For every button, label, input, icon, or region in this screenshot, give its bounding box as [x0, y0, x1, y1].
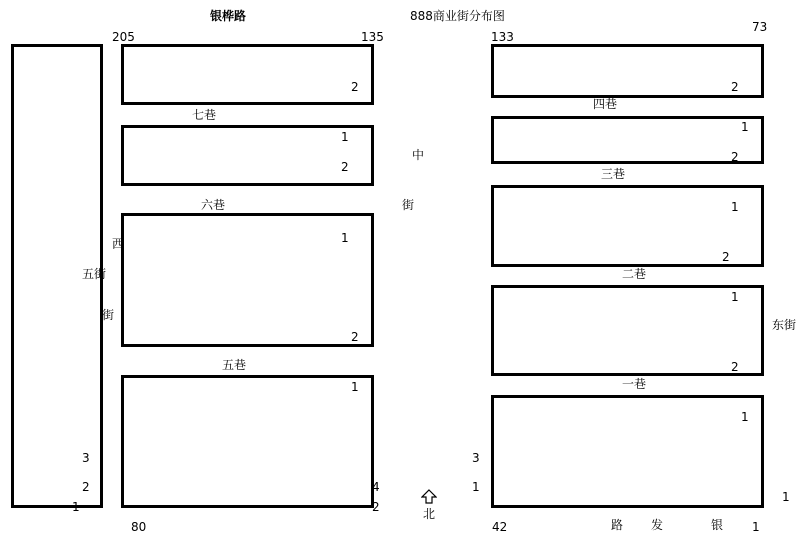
num-east-left-3: 3 — [472, 451, 480, 465]
label-73: 73 — [752, 20, 768, 34]
num-east-2-2: 2 — [731, 150, 739, 164]
block-east-4[interactable] — [491, 285, 764, 376]
road-label-south-2: 发 — [651, 518, 664, 532]
block-west-2[interactable] — [121, 125, 374, 186]
road-label-south-1: 路 — [611, 518, 624, 532]
road-label-north: 银桦路 — [210, 9, 247, 23]
block-east-5[interactable] — [491, 395, 764, 508]
lane-label-5: 五巷 — [222, 358, 247, 372]
num-east-3-2: 2 — [722, 250, 730, 264]
num-west-4-1: 1 — [351, 380, 359, 394]
lane-label-7: 七巷 — [192, 108, 217, 122]
road-label-south-3: 银 — [711, 518, 724, 532]
road-label-middle-2: 街 — [402, 198, 415, 212]
num-far-west-2: 2 — [82, 480, 90, 494]
lane-label-4: 四巷 — [593, 97, 618, 111]
num-west-3-2: 2 — [351, 330, 359, 344]
north-label: 北 — [423, 507, 436, 521]
road-label-west-3: 街 — [102, 308, 115, 322]
road-label-middle-1: 中 — [412, 148, 425, 162]
num-east-left-1: 1 — [472, 480, 480, 494]
num-east-4-2: 2 — [731, 360, 739, 374]
num-east-4-1: 1 — [731, 290, 739, 304]
num-west-4-2: 2 — [372, 500, 380, 514]
block-west-4[interactable] — [121, 375, 374, 508]
num-east-right-1: 1 — [782, 490, 790, 504]
label-42: 42 — [492, 520, 508, 534]
num-east-3-1: 1 — [731, 200, 739, 214]
num-east-1-2: 2 — [731, 80, 739, 94]
num-west-2-1: 1 — [341, 130, 349, 144]
label-205: 205 — [112, 30, 135, 44]
lane-label-6: 六巷 — [201, 198, 226, 212]
num-east-5-1: 1 — [741, 410, 749, 424]
block-west-3[interactable] — [121, 213, 374, 347]
lane-label-2: 二巷 — [622, 267, 647, 281]
num-west-2-2: 2 — [341, 160, 349, 174]
north-arrow-icon — [421, 489, 437, 505]
num-far-west-3: 3 — [82, 451, 90, 465]
map-title: 888商业街分布图 — [410, 9, 505, 23]
num-far-west-1: 1 — [72, 500, 80, 514]
road-label-west-1: 西 — [112, 237, 125, 251]
block-east-2[interactable] — [491, 116, 764, 164]
lane-label-1: 一巷 — [622, 377, 647, 391]
label-133: 133 — [491, 30, 514, 44]
label-135: 135 — [361, 30, 384, 44]
label-80: 80 — [131, 520, 147, 534]
num-west-3-1: 1 — [341, 231, 349, 245]
num-east-bottom-1: 1 — [752, 520, 760, 534]
num-east-2-1: 1 — [741, 120, 749, 134]
road-label-west-2: 五街 — [82, 267, 107, 281]
num-west-4-4: 4 — [372, 480, 380, 494]
block-east-1[interactable] — [491, 44, 764, 98]
lane-label-3: 三巷 — [601, 167, 626, 181]
road-label-east: 东街 — [772, 318, 797, 332]
block-west-1[interactable] — [121, 44, 374, 105]
num-west-1-2: 2 — [351, 80, 359, 94]
